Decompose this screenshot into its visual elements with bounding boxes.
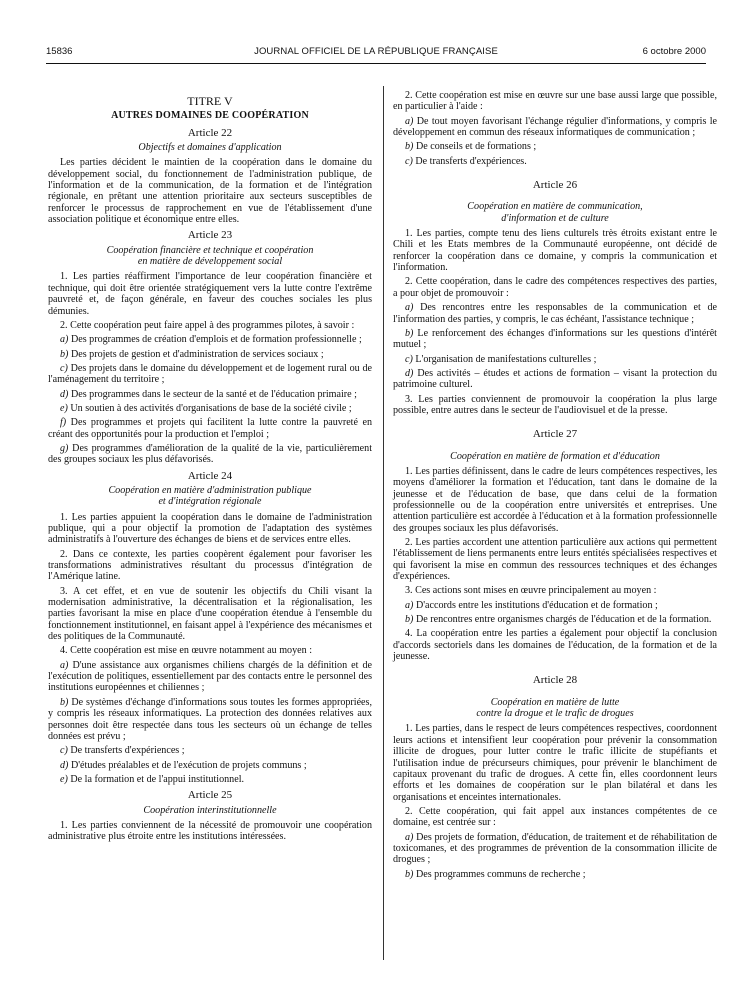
- article-28-paragraph-2: 2. Cette coopération, qui fait appel aux instances compétentes de ce domaine, est centrée sur :: [393, 805, 717, 829]
- article-22-paragraph: Les parties décident le maintien de la coopération dans le domaine du développement social, du fonctionnement de l'administration publique, de l'information et de la communication, de la formation et de l'intégration régionale, en prêtant une attention prioritaire aux secteurs susceptibles de renforcer le processus de rapprochement en vue de l'établissement d'une association politique et économique entre elles.: [48, 157, 372, 226]
- article-22-subtitle: Objectifs et domaines d'application: [138, 142, 282, 154]
- article-27-paragraph-4: 4. La coopération entre les parties a également pour objectif la conclusion d'accords sectoriels dans les domaines de l'éducation, de la formation et de la jeunesse.: [393, 628, 717, 663]
- article-27-title: Article 27: [532, 428, 578, 441]
- article-23-subtitle: Coopération financière et technique et coopération en matière de développement social: [106, 244, 314, 268]
- left-column: [48, 90, 372, 846]
- article-27-subtitle: Coopération en matière de formation et d'éducation: [450, 450, 660, 462]
- article-24-subtitle: Coopération en matière d'administration publique et d'intégration régionale: [108, 484, 312, 508]
- article-26-title: Article 26: [532, 179, 578, 192]
- article-25-title: Article 25: [187, 789, 233, 802]
- article-23-item-d: d) Des programmes dans le secteur de la santé et de l'éducation primaire ;: [60, 388, 357, 400]
- column-divider: [383, 86, 384, 960]
- article-26-paragraph-2: 2. Cette coopération, dans le cadre des compétences respectives des parties, a pour objet de promouvoir :: [393, 276, 717, 299]
- article-24-paragraph-4: 4. Cette coopération est mise en œuvre notamment au moyen :: [60, 645, 312, 657]
- article-23-item-g: g) Des programmes d'amélioration de la qualité de la vie, particulièrement des groupes sociaux les plus défavorisés.: [48, 442, 372, 466]
- article-23-item-c: c) Des projets dans le domaine du développement et de logement rural ou de l'aménagement du territoire ;: [48, 362, 372, 386]
- publication-date: 6 octobre 2000: [642, 46, 706, 57]
- article-26-item-b: b) Le renforcement des échanges d'informations sur les questions d'intérêt mutuel ;: [393, 327, 717, 351]
- article-23-paragraph-1: 1. Les parties réaffirment l'importance de leur coopération financière et technique, qui doit être orientée stratégiquement vers la lutte contre l'extrême pauvreté et, de façon générale, en faveur des couches sociales les plus démunies.: [48, 271, 372, 317]
- article-27-paragraph-3: 3. Ces actions sont mises en œuvre principalement au moyen :: [405, 585, 657, 597]
- article-25-item-b: b) De conseils et de formations ;: [405, 141, 537, 153]
- article-27-item-a: a) D'accords entre les institutions d'éducation et de formation ;: [405, 599, 658, 611]
- article-25-paragraph-2: 2. Cette coopération est mise en œuvre sur une base aussi large que possible, en particulier à l'aide :: [393, 90, 717, 113]
- article-26-item-a: a) Des rencontres entre les responsables de la communication et de l'information des parties, y compris, le cas échéant, l'assistance technique ;: [393, 302, 717, 325]
- page-header: [46, 46, 706, 60]
- article-28-item-b: b) Des programmes communs de recherche ;: [405, 868, 586, 880]
- article-26-paragraph-3: 3. Les parties conviennent de promouvoir la coopération la plus large possible, entre autres dans le secteur de l'audiovisuel et de la presse.: [393, 393, 717, 416]
- article-24-item-e: e) De la formation et de l'appui institutionnel.: [60, 773, 245, 785]
- article-26-item-d: d) Des activités – études et actions de formation – visant la protection du patrimoine culturel.: [393, 367, 717, 391]
- article-22-title: Article 22: [187, 126, 233, 139]
- article-24-paragraph-3: 3. A cet effet, et en vue de soutenir les objectifs du Chili visant la modernisation administrative, la décentralisation et la régionalisation, les parties favorisant la mise en place d'une coopération étendue à l'ensemble du fonctionnement institutionnel, en faisant appel à l'expérience des mécanismes et des politiques de la Communauté.: [48, 585, 372, 643]
- article-24-title: Article 24: [187, 469, 233, 482]
- article-27-paragraph-1: 1. Les parties définissent, dans le cadre de leurs compétences respectives, les moyens d'améliorer la formation et l'éducation, tant dans le domaine de la jeunesse et de l'éducation de base, que dans celui de la formation professionnelle ou de la coopération entre universités et entreprises. Une attention particulière est accordée à l'éducation et à la formation professionnelle des groupes sociaux les plus défavorisés.: [393, 465, 717, 534]
- header-rule: [46, 63, 706, 64]
- article-24-item-b: b) De systèmes d'échange d'informations sous toutes les formes appropriées, y compris les réseaux informatiques. La protection des données relatives aux personnes doit être respectée dans tous les secteurs où un échange de telles données est prévu ;: [48, 696, 372, 742]
- article-28-title: Article 28: [532, 674, 578, 687]
- article-23-paragraph-2: 2. Cette coopération peut faire appel à des programmes pilotes, à savoir :: [60, 319, 355, 331]
- article-27-item-b: b) De rencontres entre organismes chargés de l'éducation et de la formation.: [405, 614, 712, 626]
- article-23-item-e: e) Un soutien à des activités d'organisations de base de la société civile ;: [60, 402, 352, 414]
- article-24-item-c: c) De transferts d'expériences ;: [60, 745, 185, 757]
- titre-heading: TITRE V: [187, 94, 233, 108]
- article-26-paragraph-1: 1. Les parties, compte tenu des liens culturels très étroits existant entre le Chili et les Etats membres de la Communauté européenne, ont décidé de renforcer la coopération dans ce domaine, y compris la communication et l'information.: [393, 228, 717, 274]
- article-26-item-c: c) L'organisation de manifestations culturelles ;: [405, 353, 597, 365]
- article-24-paragraph-2: 2. Dans ce contexte, les parties coopèrent également pour favoriser les transformations administratives résultant du processus d'intégration de l'Amérique latine.: [48, 548, 372, 583]
- right-column: [393, 90, 717, 883]
- article-28-item-a: a) Des projets de formation, d'éducation, de traitement et de réhabilitation de toxicomanes, et des programmes de prévention de la consommation illicite de drogues ;: [393, 831, 717, 866]
- page-number: 15836: [46, 46, 73, 57]
- article-26-subtitle: Coopération en matière de communication, d'information et de culture: [467, 201, 643, 224]
- article-25-item-a: a) De tout moyen favorisant l'échange régulier d'informations, y compris le développement en commun des réseaux informatiques de communication ;: [393, 115, 717, 139]
- article-25-paragraph-1: 1. Les parties conviennent de la nécessité de promouvoir une coopération administrative plus étroite entre les institutions intéressées.: [48, 819, 372, 843]
- article-23-item-b: b) Des projets de gestion et d'administration de services sociaux ;: [60, 348, 324, 360]
- article-23-title: Article 23: [187, 229, 233, 242]
- article-25-item-c: c) De transferts d'expériences.: [405, 155, 527, 167]
- article-28-subtitle: Coopération en matière de lutte contre la drogue et le trafic de drogues: [476, 696, 634, 720]
- article-28-paragraph-1: 1. Les parties, dans le respect de leurs compétences respectives, coordonnent leurs actions et intensifient leur coopération pour prévenir la consommation illicite de drogues, pour lutter contre le trafic illicite de stupéfiants et l'utilisation indue de précurseurs chimiques, pour prévenir le blanchiment de capitaux provenant du trafic de drogues. A cette fin, elles coordonnent leurs efforts et les domaines de coopération sur le plan bilatéral et dans les organisations et enceintes internationales.: [393, 723, 717, 803]
- article-25-subtitle: Coopération interinstitutionnelle: [143, 804, 277, 816]
- article-24-paragraph-1: 1. Les parties appuient la coopération dans le domaine de l'administration publique, qui a pour objectif la promotion de l'adaptation des systèmes administratifs à l'ouverture des échanges de biens et de services entre elles.: [48, 511, 372, 546]
- section-heading: AUTRES DOMAINES DE COOPÉRATION: [111, 110, 309, 122]
- article-24-item-a: a) D'une assistance aux organismes chiliens chargés de la définition et de l'exécution de politiques, essentiellement par des contacts entre le personnel des institutions européennes et chiliennes ;: [48, 659, 372, 694]
- article-23-item-f: f) Des programmes et projets qui facilitent la lutte contre la pauvreté en créant des opportunités pour la production et l'emploi ;: [48, 417, 372, 440]
- article-24-item-d: d) D'études préalables et de l'exécution de projets communs ;: [60, 759, 307, 771]
- article-27-paragraph-2: 2. Les parties accordent une attention particulière aux actions qui permettent l'établissement de liens permanents entre leurs entités spécialisées respectives et qui favorisent la mise en commun des ressources techniques et des échanges d'expériences.: [393, 537, 717, 583]
- journal-title: JOURNAL OFFICIEL DE LA RÉPUBLIQUE FRANÇAISE: [254, 46, 498, 57]
- article-23-item-a: a) Des programmes de création d'emplois et de formation professionnelle ;: [60, 334, 362, 346]
